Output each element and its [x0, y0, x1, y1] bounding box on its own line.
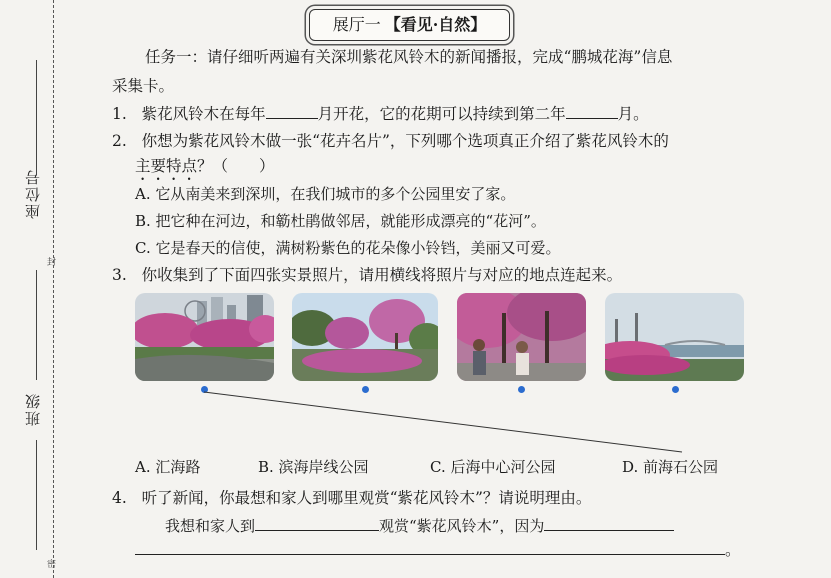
q4-answer-line2 [135, 540, 741, 560]
hall-theme: 【看见·自然】 [384, 15, 487, 34]
q2-number: 2. [112, 132, 127, 150]
q4-end: 。 [725, 541, 741, 559]
q4-answer-line [165, 516, 674, 536]
q4-text: 听了新闻，你最想和家人到哪里观赏“紫花风铃木”？请说明理由。 [141, 489, 592, 507]
q1-text-c: 月。 [617, 105, 649, 123]
hall-name: 展厅一 [332, 15, 381, 34]
place-option-c: C. 后海中心河公园 [430, 458, 556, 476]
seat-number-label: 座位号 [24, 168, 42, 219]
seal-mark-bottom: 密 [47, 560, 57, 570]
q2-answer-bracket[interactable]: ？（ ） [197, 157, 275, 175]
place-option-b: B. 滨海岸线公园 [258, 458, 369, 476]
q3-text: 你收集到了下面四张实景照片，请用横线将照片与对应的地点连起来。 [141, 266, 623, 284]
q4-answer-a: 我想和家人到 [165, 517, 256, 535]
task-intro-line1: 任务一：请仔细听两遍有关深圳紫花风铃木的新闻播报，完成“鹏城花海”信息 [145, 48, 673, 66]
q1-number: 1. [112, 105, 127, 123]
question-4 [112, 488, 591, 508]
place-option-a: A. 汇海路 [135, 458, 201, 476]
q2-option-b: B. 把它种在河边，和簕杜鹃做邻居，就能形成漂亮的“花河”。 [135, 212, 546, 230]
q2-text-line1: 你想为紫花风铃木做一张“花卉名片”，下列哪个选项真正介绍了紫花风铃木的 [141, 132, 669, 150]
q4-answer-b: 观赏“紫花风铃木”，因为 [379, 517, 545, 535]
q4-blank-reason-2[interactable] [135, 540, 725, 555]
q4-number: 4. [112, 489, 127, 507]
q3-number: 3. [112, 266, 127, 284]
q4-blank-reason-1[interactable] [544, 516, 674, 531]
q1-text-a: 紫花风铃木在每年 [141, 105, 266, 123]
q2-option-a: A. 它从南美来到深圳，在我们城市的多个公园里安了家。 [135, 185, 516, 203]
q4-blank-place[interactable] [255, 516, 379, 531]
class-label: 班级 [24, 392, 42, 426]
place-option-d: D. 前海石公园 [622, 458, 719, 476]
q1-text-b: 月开花，它的花期可以持续到第二年 [317, 105, 566, 123]
q2-emphasis: 主要特点 [135, 157, 198, 175]
seal-mark: 封 [47, 258, 57, 268]
q2-option-c: C. 它是春天的信使，满树粉紫色的花朵像小铃铛，美丽又可爱。 [135, 239, 561, 257]
task-intro-line2: 采集卡。 [112, 77, 175, 95]
